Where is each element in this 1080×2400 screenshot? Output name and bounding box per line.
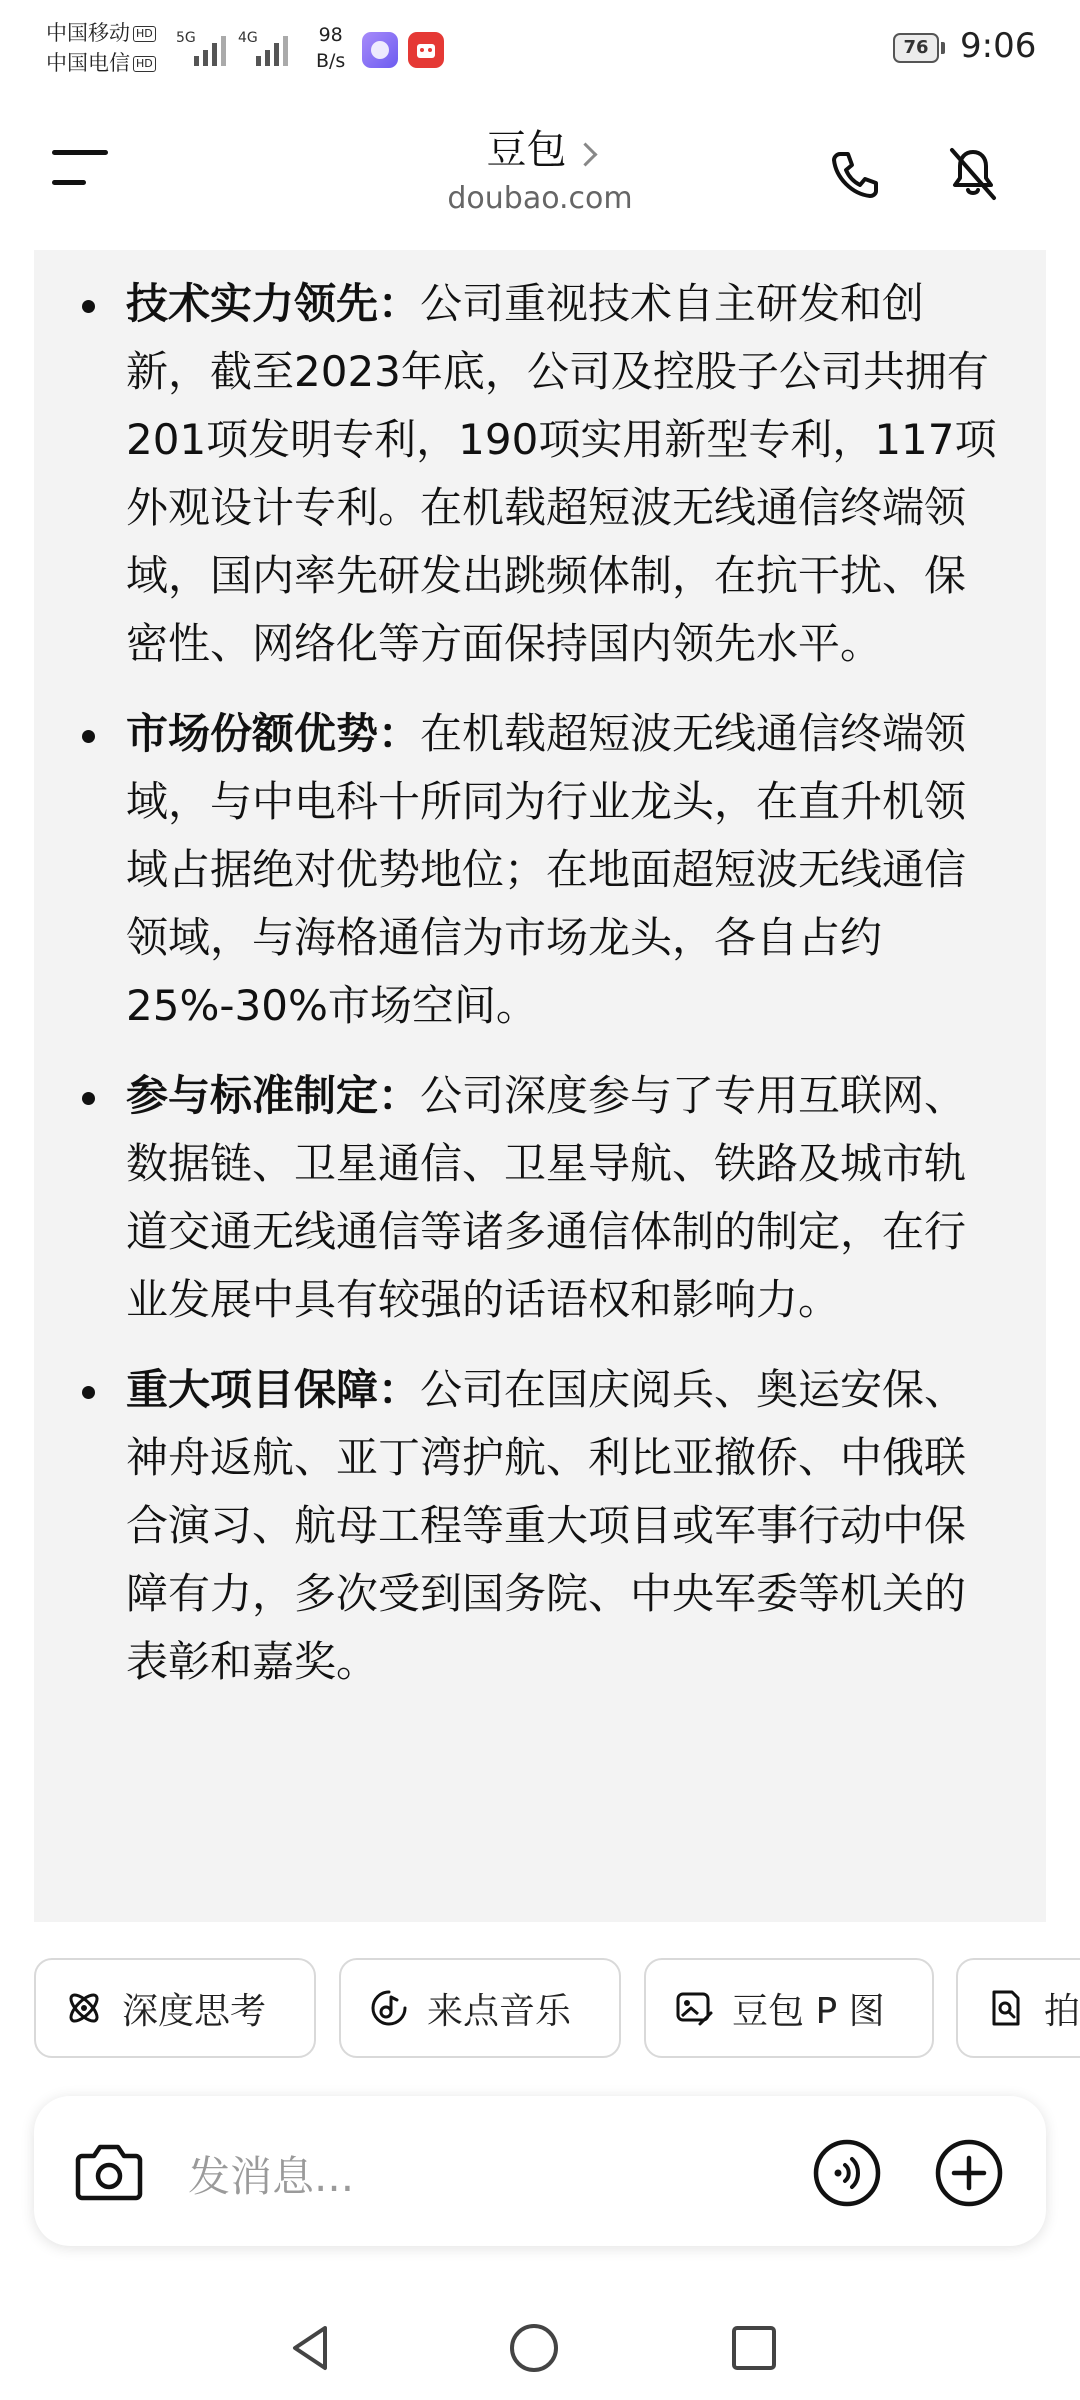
- item-body: 公司重视技术自主研发和创新，截至2023年底，公司及控股子公司共拥有201项发明专利，190项实用新型专利，117项外观设计专利。在机载超短波无线通信终端领域，国内率先研发出跳频体制，在抗干扰、保密性、网络化等方面保持国内领先水平。: [126, 279, 997, 668]
- deep-think-chip[interactable]: [34, 1958, 316, 2058]
- app-notification-icon: [362, 32, 398, 68]
- recents-icon[interactable]: [726, 2320, 782, 2376]
- carrier-info: [46, 18, 156, 78]
- list-item: [34, 1356, 1046, 1696]
- signal-5g-icon: [176, 26, 232, 70]
- carrier-2: 中国电信: [46, 51, 130, 75]
- item-heading: 技术实力领先：: [126, 279, 421, 328]
- image-edit-icon: [674, 1988, 714, 2028]
- plus-icon[interactable]: [934, 2138, 1004, 2208]
- chip-label: 豆包 P 图: [732, 1990, 885, 2032]
- item-body: 公司深度参与了专用互联网、数据链、卫星通信、卫星导航、铁路及城市轨道交通无线通信等诸多通信体制的制定，在行业发展中具有较强的话语权和影响力。: [126, 1071, 967, 1324]
- speed-value: 98: [318, 24, 343, 46]
- status-bar: [0, 0, 1080, 100]
- hd-badge: HD: [133, 26, 156, 42]
- chip-label: 来点音乐: [427, 1990, 572, 2032]
- clock: 9:06: [960, 26, 1037, 66]
- chip-label: 深度思考: [122, 1990, 267, 2032]
- list-item: [34, 1062, 1046, 1334]
- page-title[interactable]: 豆包: [486, 127, 567, 173]
- message-input-bar: [34, 2096, 1046, 2246]
- domain-label: doubao.com: [447, 181, 633, 216]
- chip-label: 拍: [1044, 1990, 1080, 2032]
- chat-title[interactable]: [340, 118, 740, 216]
- bullet-dot: [82, 300, 95, 313]
- back-icon[interactable]: [283, 2320, 339, 2376]
- item-heading: 参与标准制定：: [126, 1071, 421, 1120]
- bullet-list: [34, 270, 1046, 1718]
- voice-icon[interactable]: [812, 2138, 882, 2208]
- signal-5g-label: 5G: [176, 30, 196, 46]
- message-input[interactable]: 发消息...: [188, 2152, 355, 2201]
- network-speed: [316, 22, 345, 74]
- phone-icon[interactable]: [820, 138, 890, 208]
- mute-icon[interactable]: [938, 138, 1008, 208]
- bullet-dot: [82, 730, 95, 743]
- app-header: [0, 100, 1080, 248]
- signal-4g-icon: [238, 26, 294, 70]
- document-search-icon: [986, 1988, 1026, 2028]
- system-nav-bar: [0, 2300, 1080, 2400]
- music-chip[interactable]: [339, 1958, 621, 2058]
- atom-icon: [64, 1988, 104, 2028]
- item-heading: 市场份额优势：: [126, 709, 421, 758]
- speed-unit: B/s: [316, 50, 346, 72]
- item-body: 在机载超短波无线通信终端领域，与中电科十所同为行业龙头，在直升机领域占据绝对优势地位；在地面超短波无线通信领域，与海格通信为市场龙头，各自占约25%-30%市场空间。: [126, 709, 967, 1030]
- item-heading: 重大项目保障：: [126, 1365, 421, 1414]
- music-icon: [369, 1988, 409, 2028]
- signal-4g-label: 4G: [238, 30, 258, 46]
- home-icon[interactable]: [506, 2320, 562, 2376]
- bullet-dot: [82, 1386, 95, 1399]
- carrier-1: 中国移动: [46, 21, 130, 45]
- list-item: [34, 270, 1046, 678]
- p-image-chip[interactable]: [644, 1958, 934, 2058]
- menu-icon[interactable]: [52, 148, 112, 188]
- suggestion-chips: [34, 1958, 1080, 2062]
- item-body: 公司在国庆阅兵、奥运安保、神舟返航、亚丁湾护航、利比亚撤侨、中俄联合演习、航母工程等重大项目或军事行动中保障有力，多次受到国务院、中央军委等机关的表彰和嘉奖。: [126, 1365, 967, 1686]
- bullet-dot: [82, 1092, 95, 1105]
- battery-tip: [941, 42, 945, 54]
- photo-chip[interactable]: [956, 1958, 1080, 2058]
- shopping-app-icon: [408, 32, 444, 68]
- battery-icon: 76: [893, 33, 939, 63]
- hd-badge: HD: [133, 56, 156, 72]
- chevron-right-icon: [573, 142, 597, 166]
- list-item: [34, 700, 1046, 1040]
- camera-icon[interactable]: [74, 2138, 144, 2204]
- response-card: [34, 250, 1046, 1922]
